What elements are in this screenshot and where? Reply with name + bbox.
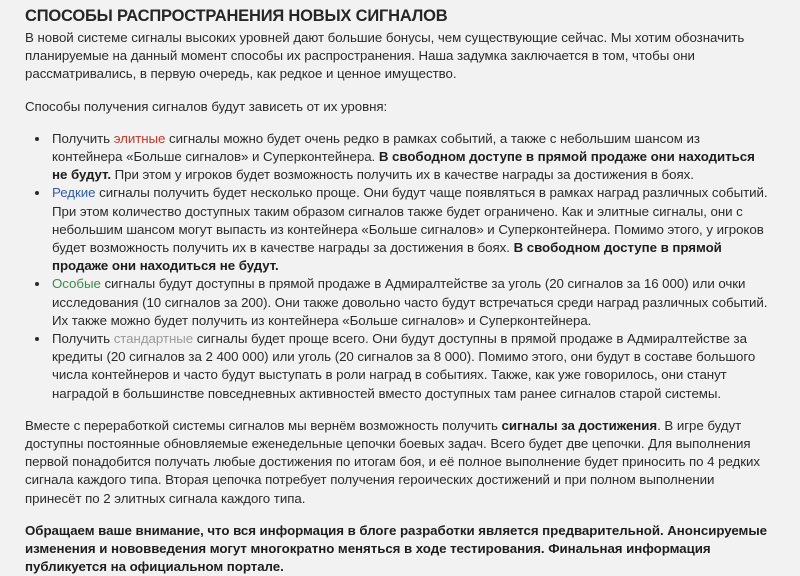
section-title: СПОСОБЫ РАСПРОСТРАНЕНИЯ НОВЫХ СИГНАЛОВ	[25, 7, 448, 25]
keyword-standard: стандартные	[113, 331, 194, 347]
list-item-standard: • Получить стандартные сигналы будет проще всего. Они будут доступны в прямой продаже в Адмиралтействе за кредиты (20 сигналов за 2 400 000) или уголь (20 сигналов за 8 000). Помимо этого, они будут в составе большого числа контейнеров и часто будут выступать в роли наград в событиях. Также, как уже говорилось, они станут наградой в большинстве повседневных активностей вместо доступных там ранее сигналов старой системы.	[50, 330, 772, 403]
bold-no-sale: В свободном доступе в прямой продаже они находиться не будут.	[52, 240, 722, 274]
notice-paragraph: Обращаем ваше внимание, что вся информация в блоге разработки является предварительной. Анонсируемые изменения и нововведения могут многократно меняться в ходе тестирования. Финальная информация публикуется на официальном портале.	[25, 522, 767, 575]
keyword-rare: Редкие	[52, 185, 96, 201]
keyword-elite: элитные	[113, 130, 166, 146]
bold-achievements: сигналы за достижения	[501, 417, 658, 433]
list-item-elite: • Получить элитные сигналы можно будет очень редко в рамках событий, а также с небольшим шансом из контейнера «Больше сигналов» и Суперконтейнера. В свободном доступе в прямой продаже они находиться не будут. При этом у игроков будет возможность получить их в качестве награды за достижения в боях.	[50, 130, 772, 185]
lead-paragraph: Способы получения сигналов будут зависеть от их уровня:	[25, 98, 388, 114]
keyword-special: Особые	[52, 276, 101, 292]
achievements-paragraph: Вместе с переработкой системы сигналов мы вернём возможность получить сигналы за достижения. В игре будут доступны постоянные обновляемые еженедельные цепочки боевых задач. Всего будет две цепочки. Для выполнения первой понадобится получать любые достижения по итогам боя, и её полное выполнение будет приносить по 4 редких сигнала каждого типа. Вторая цепочка потребует получения героических достижений и при полном выполнении принесёт по 2 элитных сигнала каждого типа.	[25, 417, 760, 506]
list-item-special: • Особые сигналы будут доступны в прямой продаже в Адмиралтействе за уголь (20 сигналов за 16 000) или очки исследования (10 сигналов за 200). Они также довольно часто будут встречаться среди наград различных событий. Их также можно будет получить из контейнера «Больше сигналов» и Суперконтейнера.	[50, 275, 772, 330]
signal-methods-list	[25, 130, 772, 403]
bold-no-sale: В свободном доступе в прямой продаже они находиться не будут.	[52, 149, 755, 183]
intro-paragraph: В новой системе сигналы высоких уровней дают большие бонусы, чем существующие сейчас. Мы хотим обозначить планируемые на данный момент способы их распространения. Наша задумка заключается в том, чтобы они рассматривались, в первую очередь, как редкое и ценное имущество.	[25, 30, 745, 82]
list-item-rare: • Редкие сигналы получить будет несколько проще. Они будут чаще появляться в рамках наград различных событий. При этом количество доступных таким образом сигналов также будет ограничено. Как и элитные сигналы, они с небольшим шансом могут выпасть из контейнера «Больше сигналов» и Суперконтейнера. Помимо этого, у игроков будет возможность получить их в качестве награды за достижения в боях. В свободном доступе в прямой продаже они находиться не будут.	[50, 184, 772, 275]
